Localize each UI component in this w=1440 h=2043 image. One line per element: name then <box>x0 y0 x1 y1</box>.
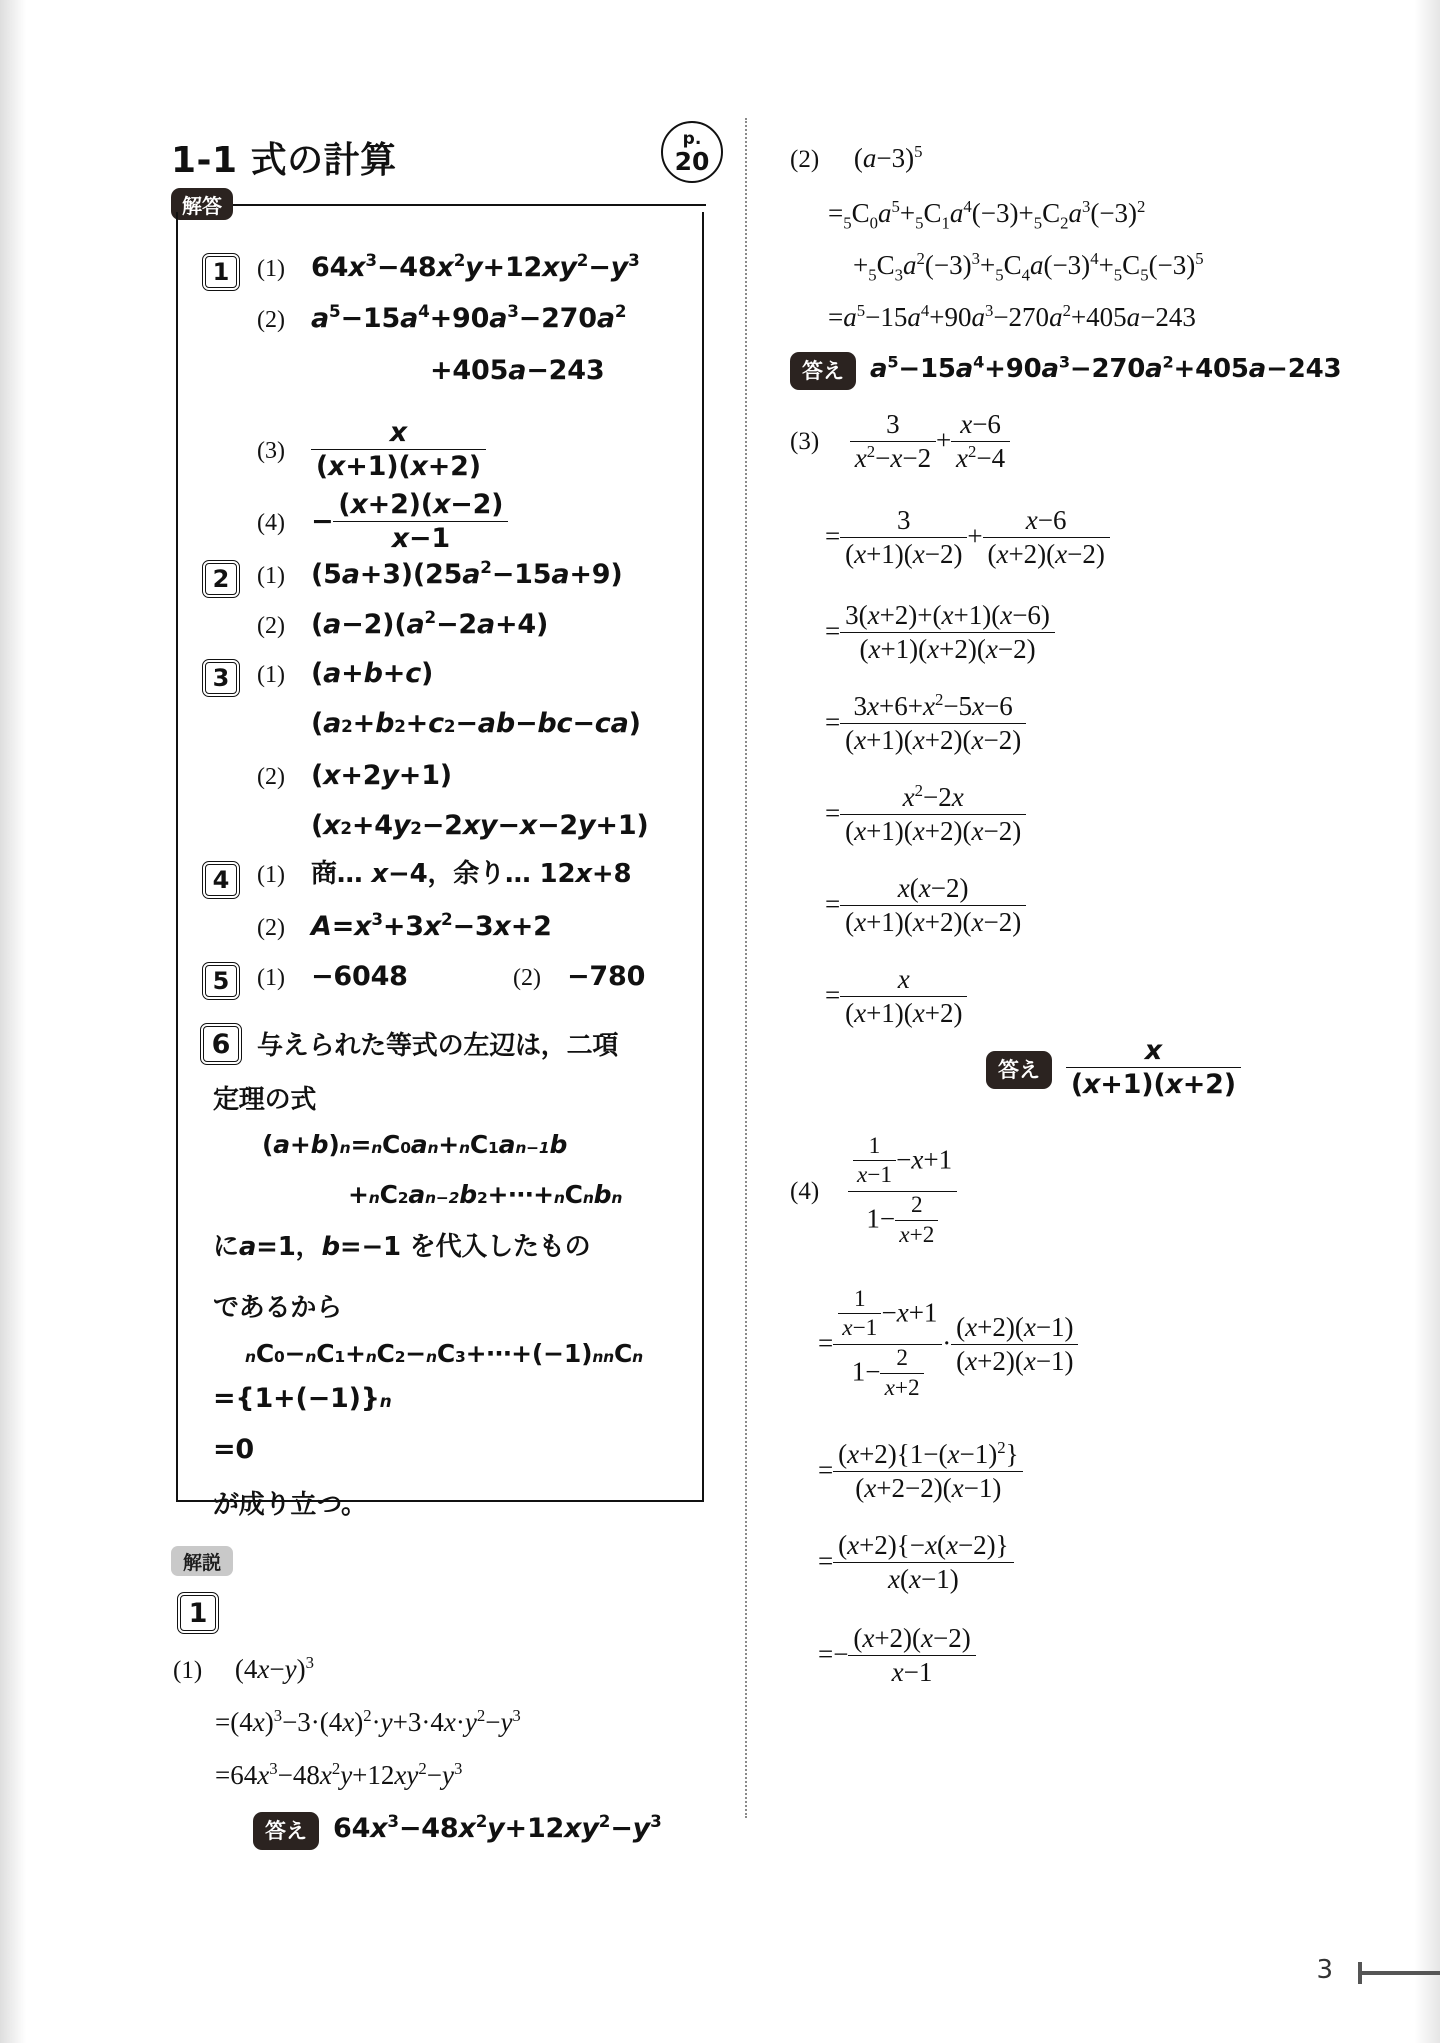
answer-1-3 <box>257 418 486 483</box>
explanation-1-4-step1: = $\frac{1}{x-1}$ −x+1 1− $\frac{2}{x+2}$ · $\frac{(x+2)(x-1)}{(x+2)(x-1)}$ <box>818 1288 1078 1404</box>
explanation-question-number-1: 1 <box>177 1592 219 1634</box>
explanation-1-4-step4: =− $\frac{(x+2)(x-2)}{x-1}$ <box>818 1624 976 1689</box>
explanation-1-4-label: (4) <box>790 1178 820 1206</box>
answer-chip-1-2: 答え <box>790 352 856 390</box>
answer-4-1 <box>257 860 631 890</box>
answer-4-2 <box>257 911 552 942</box>
answer-2-2 <box>257 609 548 640</box>
explanation-1-3 <box>790 410 1010 475</box>
footer-rule <box>1360 1971 1440 1975</box>
explanation-1-4 <box>790 1132 957 1251</box>
explanation-1-2-answer: $a^5-15a^4+90a^3-270a^2+405a-243$ <box>870 352 1342 385</box>
answer-6-line1: 与えられた等式の左辺は，二項 <box>257 1031 619 1061</box>
explanation-1-4-start: $\frac{1}{x-1}$ −x+1 1− $\frac{2}{x+2}$ <box>848 1175 957 1205</box>
question-number-1: 1 <box>202 253 240 291</box>
explanation-1-2-label: (2) <box>790 146 820 173</box>
answer-1-3-label: (3) <box>257 438 285 465</box>
page-reference-badge <box>661 121 723 183</box>
question-number-5: 5 <box>202 962 240 1000</box>
answer-1-4 <box>257 490 508 555</box>
answer-5-2 <box>513 961 645 992</box>
explanation-1-4-step3: = $\frac{(x+2)\{-x(x-2)\}}{x(x-1)}$ <box>818 1531 1014 1596</box>
answer-6-formula2: + n C 2 a n−2 b 2 +⋯+ n C n b n <box>348 1180 623 1209</box>
answer-1-3-value: $\frac{x}{(x+1)(x+2)}$ <box>311 418 486 483</box>
explanation-1-2-step2: $+_5C_3a^2(-3)^3+_5C_4a(-3)^4+_5C_5(-3)^5$ <box>853 249 1204 285</box>
answer-2-1-label: (1) <box>257 563 285 589</box>
answer-6-line2: 定理の式 <box>213 1085 317 1115</box>
answer-1-4-value: − $\frac{(x+2)(x-2)}{x-1}$ <box>311 490 508 555</box>
footer-page-number: 3 <box>1316 1955 1333 1985</box>
answer-1-1-label: (1) <box>257 256 285 282</box>
explanation-1-3-label: (3) <box>790 427 820 455</box>
column-divider <box>745 118 747 1818</box>
explanation-1-2-step1: $=_5C_0a^5+_5C_1a^4(-3)+_5C_2a^3(-3)^2$ <box>828 197 1146 233</box>
explanation-1-3-step2: = $\frac{3(x+2)+(x+1)(x-6)}{(x+1)(x+2)(x-2)}$ <box>825 601 1055 666</box>
answer-6-formula3: n C 0 − n C 1 + n C 2 − n C 3 +⋯+(−1) n n C n <box>245 1339 644 1368</box>
answer-5-1-label: (1) <box>257 965 285 991</box>
explanation-1-2 <box>790 143 923 174</box>
answer-1-2-value: $a^5-15a^4+90a^3-270a^2$ <box>311 301 627 334</box>
answer-3-2-label: (2) <box>257 764 285 790</box>
answer-6-formula4: ={1+(−1)} n <box>213 1383 392 1414</box>
answer-5-2-label: (2) <box>513 965 541 991</box>
explanation-1-3-step4: = $\frac{x^2-2x}{(x+1)(x+2)(x-2)}$ <box>825 783 1026 848</box>
answer-2-1-value: $(5a+3)(25a^2-15a+9)$ <box>311 557 623 590</box>
page-ref-prefix: p. <box>682 128 702 149</box>
explanation-section-label: 解説 <box>171 1546 233 1576</box>
answer-1-2-label: (2) <box>257 307 285 333</box>
answer-5-2-value: −780 <box>567 961 646 992</box>
answer-3-2-cont: ( x 2 +4 y 2 −2 xy − x −2 y +1) <box>311 810 649 841</box>
explanation-1-2-expr: $(a-3)^5$ <box>853 142 923 173</box>
answer-1-4-label: (4) <box>257 510 285 537</box>
answer-6-formula5: =0 <box>213 1434 255 1465</box>
answers-section-rule <box>233 204 706 206</box>
answer-2-2-value: $(a-2)(a^2-2a+4)$ <box>311 607 549 640</box>
explanation-1-4-step2: = $\frac{(x+2)\{1-(x-1)^2\}}{(x+2-2)(x-1)}$ <box>818 1440 1023 1505</box>
explanation-1-1-answer-row <box>253 1812 662 1850</box>
answer-1-2 <box>257 303 626 334</box>
question-number-6: 6 <box>200 1023 242 1065</box>
answer-5-1 <box>257 961 408 992</box>
explanation-1-3-step1: = $\frac{3}{(x+1)(x-2)}$ + $\frac{x-6}{(x+2)(x-2)}$ <box>825 506 1110 571</box>
answer-2-1 <box>257 559 623 590</box>
explanation-1-1 <box>173 1654 314 1685</box>
question-number-3: 3 <box>202 659 240 697</box>
explanation-1-2-step3: $=a^5-15a^4+90a^3-270a^2+405a-243$ <box>828 301 1196 332</box>
explanation-1-3-answer: $\frac{x}{(x+1)(x+2)}$ <box>1066 1052 1241 1083</box>
answers-section-label: 解答 <box>171 188 233 220</box>
answer-6-line5: が成り立つ。 <box>213 1490 367 1520</box>
answer-1-2-cont: +405 a −243 <box>430 355 605 386</box>
answer-3-1-label: (1) <box>257 662 285 688</box>
answer-4-2-label: (2) <box>257 915 285 941</box>
answer-4-2-value: $A=x^3+3x^2-3x+2$ <box>311 909 552 942</box>
page-title: 1-1 式の計算 <box>171 140 397 181</box>
explanation-1-1-label: (1) <box>173 1657 203 1684</box>
page-right-edge-shade <box>1414 0 1440 2043</box>
answer-chip-1-3: 答え <box>986 1051 1052 1089</box>
answer-5-1-value: −6048 <box>311 961 408 992</box>
answer-4-1-value: 商… x−4，余り… 12x+8 <box>311 859 632 889</box>
question-number-2: 2 <box>202 560 240 598</box>
explanation-1-2-answer-row <box>790 352 1341 390</box>
explanation-1-3-start: $\frac{3}{x^2-x-2}$ + $\frac{x-6}{x^2-4}$ <box>850 425 1010 455</box>
answer-chip-1-1: 答え <box>253 1812 319 1850</box>
explanation-1-1-step1: $=(4x)^3-3\cdot(4x)^2\cdot y+3\cdot 4x\cdot y^2-y^3$ <box>215 1706 521 1737</box>
explanation-1-1-step2: $=64x^3-48x^2y+12xy^2-y^3$ <box>215 1759 463 1790</box>
answer-6-formula1: ( a + b ) n = n C 0 a n + n C 1 a n−1 b <box>262 1130 568 1159</box>
answer-3-1-cont: ( a 2 + b 2 + c 2 − ab − bc − ca ) <box>311 708 641 739</box>
answer-3-2-value: (x+2y+1) <box>311 760 452 791</box>
explanation-1-3-step5: = $\frac{x(x-2)}{(x+1)(x+2)(x-2)}$ <box>825 874 1026 939</box>
answer-6-line3: に a =1， b =−1 を代入したもの <box>213 1232 591 1262</box>
answer-4-1-label: (1) <box>257 862 285 888</box>
page-ref-number: 20 <box>674 146 710 176</box>
explanation-1-3-step6: = $\frac{x}{(x+1)(x+2)}$ <box>825 965 967 1030</box>
explanation-1-1-expr: $(4x-y)^3$ <box>234 1653 314 1684</box>
answer-3-1-value: (a+b+c) <box>311 658 434 689</box>
explanation-1-1-answer: $64x^3-48x^2y+12xy^2-y^3$ <box>333 1811 662 1845</box>
explanation-1-3-answer-row <box>986 1036 1241 1101</box>
question-number-4: 4 <box>202 861 240 899</box>
answer-1-1 <box>257 252 640 283</box>
answer-3-1 <box>257 658 433 689</box>
page-left-edge-shade <box>0 0 26 2043</box>
answer-3-2 <box>257 760 452 791</box>
answer-2-2-label: (2) <box>257 613 285 639</box>
explanation-1-3-step3: = $\frac{3x+6+x^2-5x-6}{(x+1)(x+2)(x-2)}$ <box>825 692 1026 757</box>
answer-1-1-value: $64x^3-48x^2y+12xy^2-y^3$ <box>311 250 640 283</box>
answer-6-line4: であるから <box>213 1293 343 1323</box>
